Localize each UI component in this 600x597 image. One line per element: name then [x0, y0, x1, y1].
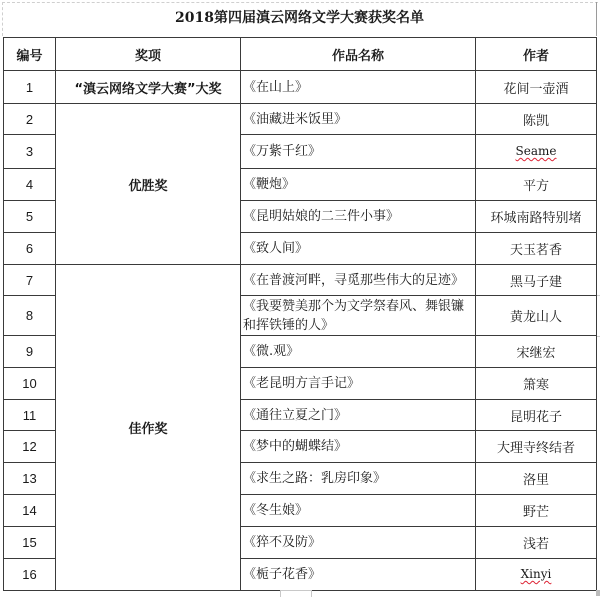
author-name — [476, 135, 597, 169]
work-title: 《老昆明方言手记》 — [241, 368, 476, 400]
work-title: 《梦中的蝴蝶结》 — [241, 431, 476, 463]
table-row — [4, 265, 597, 296]
table-header-row — [4, 38, 597, 71]
work-title: 《在普渡河畔，寻觅那些伟大的足迹》 — [241, 265, 476, 296]
work-title: 《我要赞美那个为文学祭春风、舞银镰和挥铁锤的人》 — [241, 296, 476, 336]
author-name: 环城南路特别堵 — [476, 201, 597, 233]
work-title: 《油藏进米饭里》 — [241, 104, 476, 135]
author-name: 大理寺终结者 — [476, 431, 597, 463]
row-number: 5 — [4, 201, 56, 233]
author-name: 野芒 — [476, 495, 597, 527]
row-number: 4 — [4, 169, 56, 201]
row-number: 3 — [4, 135, 56, 169]
work-title: 《鞭炮》 — [241, 169, 476, 201]
row-number: 15 — [4, 527, 56, 559]
table-corner-handle[interactable] — [596, 590, 600, 596]
award-category-excellence: 优胜奖 — [56, 104, 241, 265]
award-category-grand: “滇云网络文学大赛”大奖 — [56, 71, 241, 104]
work-title: 《致人间》 — [241, 233, 476, 265]
row-number: 16 — [4, 559, 56, 591]
row-number: 11 — [4, 400, 56, 431]
award-table — [3, 37, 597, 591]
author-name: 箫寒 — [476, 368, 597, 400]
author-name: 陈凯 — [476, 104, 597, 135]
row-number: 12 — [4, 431, 56, 463]
work-title: 《通往立夏之门》 — [241, 400, 476, 431]
work-title: 《昆明姑娘的二三件小事》 — [241, 201, 476, 233]
award-category-merit: 佳作奖 — [56, 265, 241, 591]
row-number: 8 — [4, 296, 56, 336]
table-row — [4, 71, 597, 104]
row-number: 13 — [4, 463, 56, 495]
row-number: 6 — [4, 233, 56, 265]
work-title: 《求生之路：乳房印象》 — [241, 463, 476, 495]
work-title: 《微.观》 — [241, 336, 476, 368]
author-name: 花间一壶酒 — [476, 71, 597, 104]
header-number: 编号 — [4, 38, 56, 71]
header-author: 作者 — [476, 38, 597, 71]
author-name-spellcheck: Xinyi — [520, 567, 552, 581]
row-number: 9 — [4, 336, 56, 368]
work-title: 《猝不及防》 — [241, 527, 476, 559]
author-name — [476, 559, 597, 591]
table-row — [4, 104, 597, 135]
author-name: 黑马子建 — [476, 265, 597, 296]
row-number: 7 — [4, 265, 56, 296]
author-name-spellcheck: Seame — [515, 144, 557, 158]
author-name: 浅若 — [476, 527, 597, 559]
author-name: 昆明花子 — [476, 400, 597, 431]
header-award: 奖项 — [56, 38, 241, 71]
row-number: 1 — [4, 71, 56, 104]
header-work: 作品名称 — [241, 38, 476, 71]
row-number: 2 — [4, 104, 56, 135]
author-name: 宋继宏 — [476, 336, 597, 368]
document-title: 2018第四届滇云网络文学大赛获奖名单 — [175, 10, 424, 26]
author-name: 洛里 — [476, 463, 597, 495]
work-title: 《在山上》 — [241, 71, 476, 104]
author-name: 平方 — [476, 169, 597, 201]
row-number: 14 — [4, 495, 56, 527]
page-boundary-right — [596, 2, 597, 36]
author-name: 天玉茗香 — [476, 233, 597, 265]
row-number: 10 — [4, 368, 56, 400]
author-name: 黄龙山人 — [476, 296, 597, 336]
work-title: 《万紫千红》 — [241, 135, 476, 169]
work-title: 《栀子花香》 — [241, 559, 476, 591]
work-title: 《冬生娘》 — [241, 495, 476, 527]
